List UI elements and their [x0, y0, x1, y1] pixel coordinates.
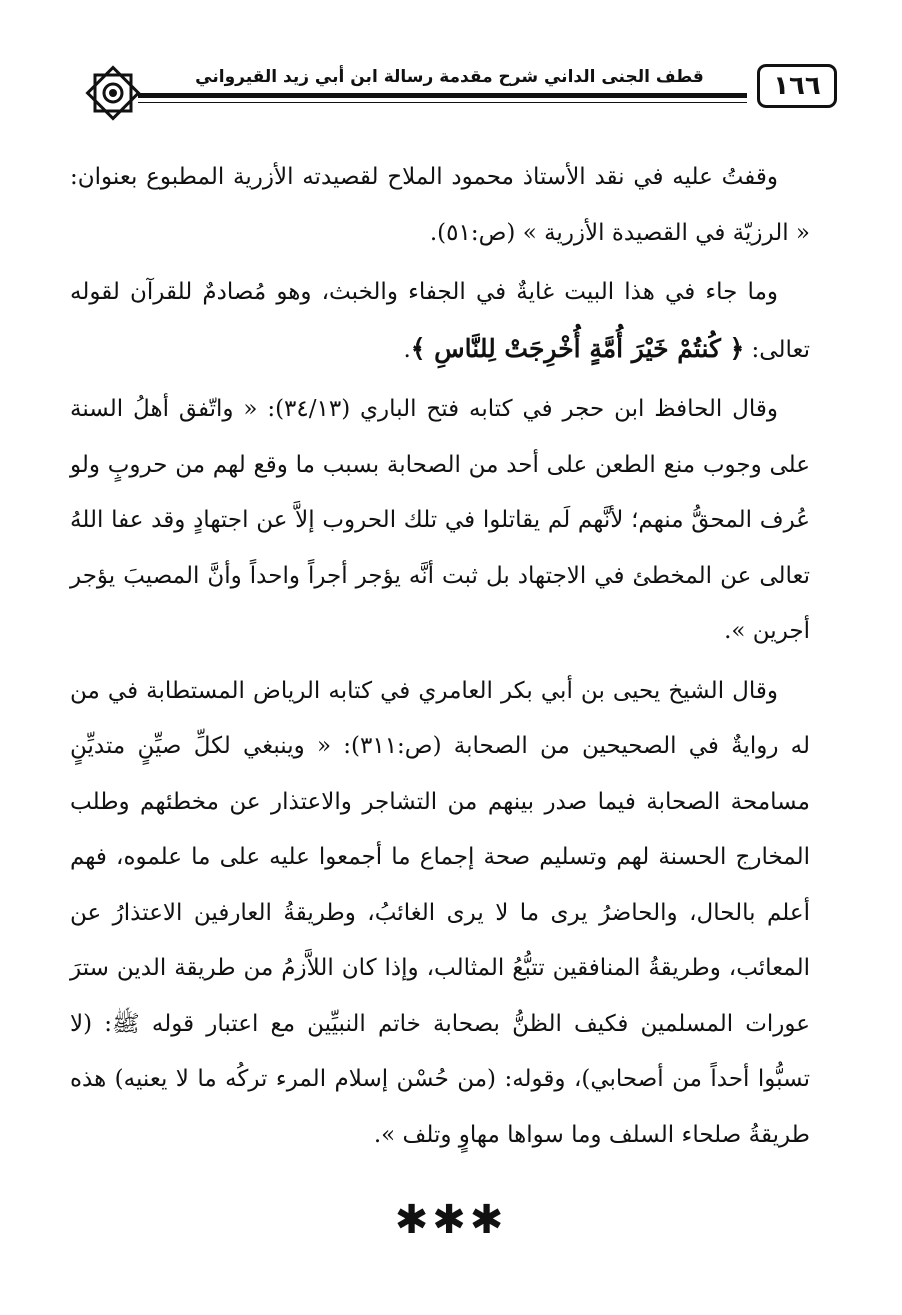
page-number: ١٦٦: [757, 64, 837, 108]
paragraph-quran-lead: وما جاء في هذا البيت غايةٌ في الجفاء والخبث، وهو مُصادمٌ للقرآن لقوله تعالى:: [70, 279, 810, 363]
running-header-title: قطف الجنى الداني شرح مقدمة رسالة ابن أبي زيد القيرواني: [195, 67, 704, 87]
section-separator: ✱✱✱: [394, 1197, 508, 1243]
paragraph-ibn-hajar: وقال الحافظ ابن حجر في كتابه فتح الباري (٣٤/١٣): « واتّفق أهلُ السنة على وجوب منع الطعن على أحد من الصحابة بسبب ما وقع لهم من حروبٍ ولو عُرف المحقُّ منهم؛ لأنَّهم لَم يقاتلوا في تلك الحروب إلاَّ عن اجتهادٍ وقد عفا اللهُ تعالى عن المخطئ في الاجتهاد بل ثبت أنَّه يؤجر أجراً واحداً وأنَّ المصيبَ يؤجر أجرين ».: [70, 396, 810, 644]
octagram-flower-ornament-icon: [82, 62, 144, 124]
paragraph-amiri: وقال الشيخ يحيى بن أبي بكر العامري في كتابه الرياض المستطابة في من له روايةٌ في الصحيحين من الصحابة (ص:٣١١): « وينبغي لكلِّ صيِّنٍ متديِّنٍ مسامحة الصحابة فيما صدر بينهم من التشاجر والاعتذار عن مخطئهم وطلب المخارج الحسنة لهم وتسليم صحة إجماع ما أجمعوا عليه على ما علموه، فهم أعلم بالحال، والحاضرُ يرى ما لا يرى الغائبُ، وطريقةُ العارفين الاعتذارُ عن المعائب، وطريقةُ المنافقين تتبُّعُ المثالب، وإذا كان اللاَّزمُ من طريقة الدين سترَ عورات المسلمين فكيف الظنُّ بصحابة خاتم النبيِّين مع اعتبار قوله ﷺ: (لا تسبُّوا أحداً من أصحابي)، وقوله: (من حُسْن إسلام المرء تركُه ما لا يعنيه) هذه طريقةُ صلحاء السلف وما سواها مهاوٍ وتلف ».: [70, 677, 811, 1148]
header-rule-thick: [138, 93, 747, 98]
paragraph-mallah-critique: وقفتُ عليه في نقد الأستاذ محمود الملاح لقصيدته الأزرية المطبوع بعنوان: « الرزيّة في القصيدة الأزرية » (ص:٥١).: [70, 164, 810, 246]
paragraph-quran-citation: [70, 265, 810, 378]
header-rule-thin: [138, 102, 747, 103]
paragraph-quran-end: .: [403, 336, 411, 363]
quran-verse: ﴿ كُنتُمْ خَيْرَ أُمَّةٍ أُخْرِجَتْ لِلنَّاسِ ﴾: [410, 333, 745, 363]
main-text: [70, 150, 810, 1163]
page-header: [82, 62, 837, 128]
